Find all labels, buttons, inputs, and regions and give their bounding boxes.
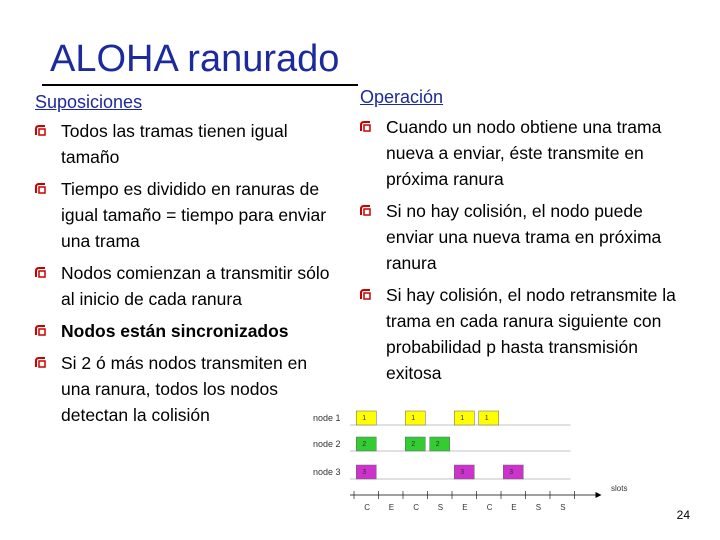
frame-box: [454, 411, 474, 425]
list-item-text: Si hay colisión, el nodo retransmite la trama en cada ranura siguiente con probabilidad p hasta transmisión exitosa: [386, 285, 676, 383]
frame-box: [430, 437, 450, 451]
right-heading: Operación: [360, 87, 444, 107]
slot-outcome-label: E: [511, 503, 517, 512]
frame-label: 2: [362, 441, 367, 448]
axis-arrowhead: [596, 492, 602, 498]
list-item-text: Tiempo es dividido en ranuras de igual tamaño = tiempo para enviar una trama: [61, 179, 327, 251]
slot-outcome-label: C: [364, 503, 371, 512]
slide-number: 24: [676, 508, 690, 522]
frame-label: 3: [362, 469, 367, 476]
slot-outcome-label: E: [462, 503, 468, 512]
frame-box: [356, 437, 376, 451]
list-item-text: Si 2 ó más nodos transmiten en una ranura, todos los nodos detectan la colisión: [61, 353, 308, 425]
frame-label: 1: [460, 415, 465, 422]
frame-box: [454, 465, 474, 479]
list-item-text: Cuando un nodo obtiene una trama nueva a enviar, éste transmite en próxima ranura: [386, 117, 662, 189]
list-item-text: Nodos están sincronizados: [61, 321, 289, 341]
frame-box: [405, 437, 425, 451]
axis-label: slots: [611, 484, 628, 493]
slot-outcome-label: C: [486, 503, 493, 512]
node-label: node 3: [313, 467, 341, 477]
list-item-text: Si no hay colisión, el nodo puede enviar una nueva trama en próxima ranura: [386, 201, 662, 273]
frame-label: 2: [435, 441, 440, 448]
slot-outcome-label: E: [388, 503, 395, 512]
left-heading: Suposiciones: [35, 92, 143, 112]
slot-outcome-label: S: [560, 503, 566, 512]
slot-outcome-label: S: [437, 503, 444, 512]
frame-label: 1: [362, 415, 367, 422]
node-label: node 1: [313, 413, 341, 423]
frame-box: [405, 411, 425, 425]
frame-box: [503, 465, 523, 479]
frame-box: [479, 411, 499, 425]
list-item-text: Todos las tramas tienen igual tamaño: [61, 121, 288, 167]
slot-outcome-label: S: [535, 503, 542, 512]
node-label: node 2: [313, 439, 341, 449]
slide-title: ALOHA ranurado: [50, 38, 340, 80]
frame-label: 2: [411, 441, 416, 448]
frame-label: 1: [411, 415, 416, 422]
frame-box: [356, 465, 376, 479]
frame-box: [356, 411, 376, 425]
frame-label: 1: [484, 415, 489, 422]
slot-outcome-label: C: [413, 503, 420, 512]
list-item-text: Nodos comienzan a transmitir sólo al inicio de cada ranura: [61, 263, 330, 309]
frame-label: 3: [509, 469, 514, 476]
frame-label: 3: [460, 469, 465, 476]
